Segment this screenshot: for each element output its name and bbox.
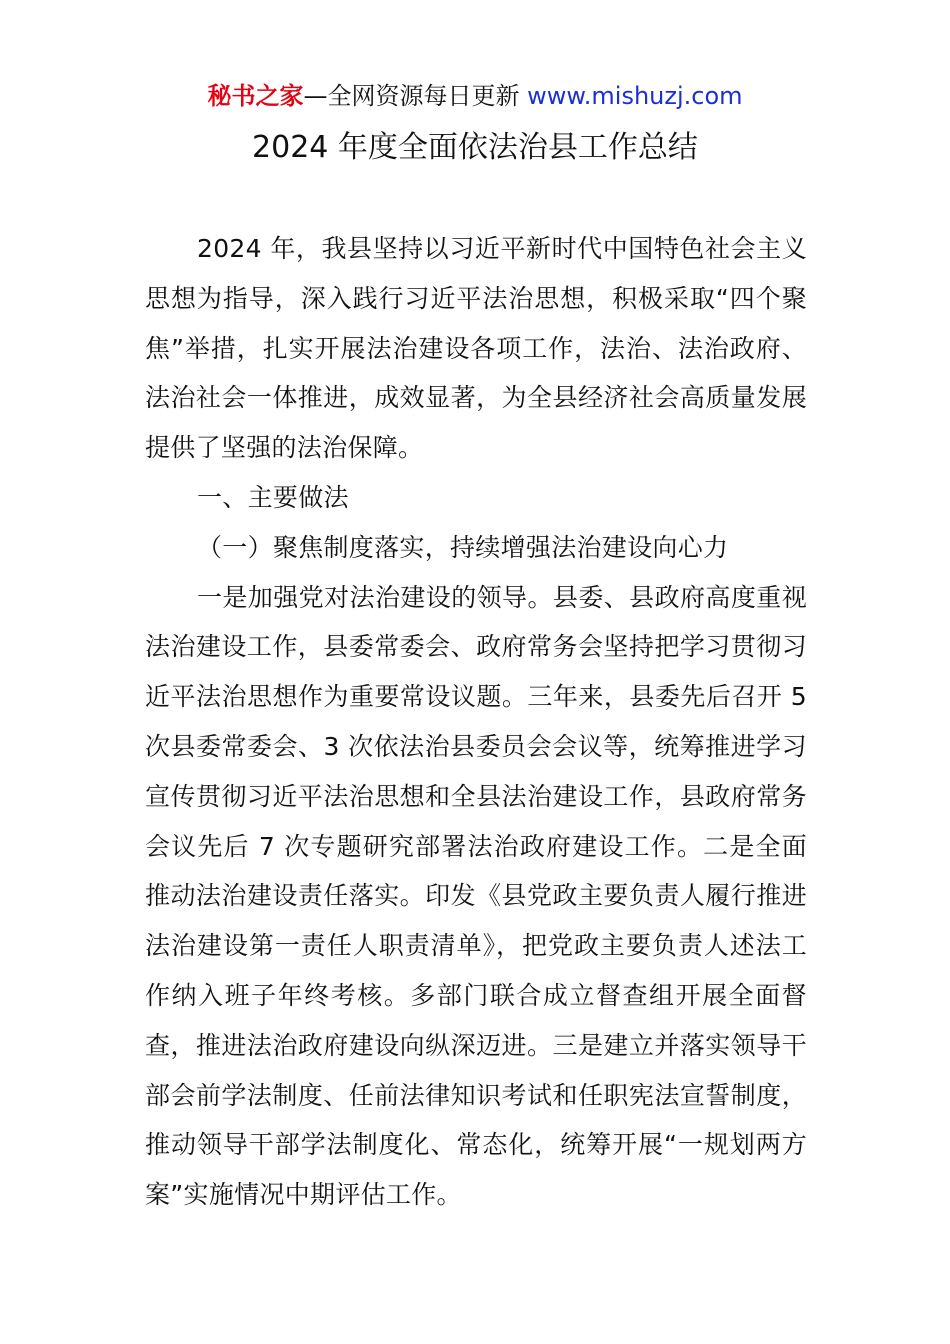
document-title: 2024 年度全面依法治县工作总结 xyxy=(252,130,698,165)
intro-paragraph: 2024 年，我县坚持以习近平新时代中国特色社会主义思想为指导，深入践行习近平法治思想，积极采取“四个聚焦”举措，扎实开展法治建设各项工作，法治、法治政府、法治社会一体推进，成效显著，为全县经济社会高质量发展提供了坚强的法治保障。 xyxy=(145,234,807,463)
site-brand: 秘书之家 xyxy=(207,82,304,110)
body-paragraph: 一是加强党对法治建设的领导。县委、县政府高度重视法治建设工作，县委常委会、政府常务会坚持把学习贯彻习近平法治思想作为重要常设议题。三年来，县委先后召开 5 次县委常委会、3 次依法治县委员会会议等，统筹推进学习宣传贯彻习近平法治思想和全县法治建设工作，县政府常务会议先后 7 次专题研究部署法治政府建设工作。二是全面推动法治建设责任落实。印发《县党政主要负责人履行推进法治建设第一责任人职责清单》，把党政主要负责人述法工作纳入班子年终考核。多部门联合成立督查组开展全面督查，推进法治政府建设向纵深迈进。三是建立并落实领导干部会前学法制度、任前法律知识考试和任职宪法宣誓制度，推动领导干部学法制度化、常态化，统筹开展“一规划两方案”实施情况中期评估工作。 xyxy=(145,582,807,1210)
site-header xyxy=(0,78,950,114)
subsection-heading: （一）聚焦制度落实，持续增强法治建设向心力 xyxy=(197,532,729,562)
site-slogan: —全网资源每日更新 xyxy=(303,82,528,110)
section-heading: 一、主要做法 xyxy=(197,482,349,512)
site-url-link[interactable]: www.mishuzj.com xyxy=(527,82,743,110)
document-body xyxy=(145,224,807,1220)
